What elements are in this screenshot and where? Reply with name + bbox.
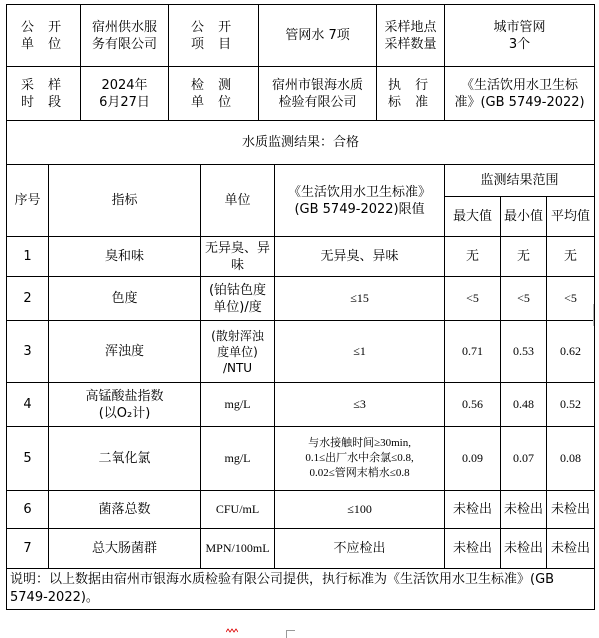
header-unit: 单位 bbox=[201, 165, 275, 237]
row-limit: ≤1 bbox=[275, 321, 445, 383]
row-unit: (铂钴色度 单位)/度 bbox=[201, 277, 275, 321]
standard-label: 执 行 标 准 bbox=[377, 67, 445, 121]
row-limit: 与水接触时间≥30min, 0.1≤出厂水中余氯≤0.8, 0.02≤管网末梢水≤0.8 bbox=[275, 427, 445, 491]
header-min: 最小值 bbox=[501, 197, 547, 237]
test-unit-label: 检 测 单 位 bbox=[169, 67, 259, 121]
row-unit: (散射浑浊 度单位) /NTU bbox=[201, 321, 275, 383]
spellcheck-squiggle-icon bbox=[226, 628, 238, 634]
row-max: 未检出 bbox=[445, 491, 501, 529]
row-max: 未检出 bbox=[445, 529, 501, 569]
row-seq: 1 bbox=[7, 237, 49, 277]
row-max: 0.09 bbox=[445, 427, 501, 491]
row-seq: 4 bbox=[7, 383, 49, 427]
row-avg: 0.08 bbox=[547, 427, 595, 491]
row-max: 0.56 bbox=[445, 383, 501, 427]
row-min: 无 bbox=[501, 237, 547, 277]
header-avg: 平均值 bbox=[547, 197, 595, 237]
row-seq: 2 bbox=[7, 277, 49, 321]
pub-item-value: 管网水 7项 bbox=[259, 5, 377, 67]
table-row bbox=[7, 383, 595, 427]
row-seq: 5 bbox=[7, 427, 49, 491]
header-limit: 《生活饮用水卫生标准》 (GB 5749-2022)限值 bbox=[275, 165, 445, 237]
row-min: 0.07 bbox=[501, 427, 547, 491]
info-row-2 bbox=[7, 67, 595, 121]
row-avg: 0.52 bbox=[547, 383, 595, 427]
row-indicator: 臭和味 bbox=[49, 237, 201, 277]
pub-item-label: 公 开 项 目 bbox=[169, 5, 259, 67]
row-max: 0.71 bbox=[445, 321, 501, 383]
row-seq: 3 bbox=[7, 321, 49, 383]
row-limit: ≤15 bbox=[275, 277, 445, 321]
row-avg: 未检出 bbox=[547, 529, 595, 569]
standard-value: 《生活饮用水卫生标 准》(GB 5749-2022) bbox=[445, 67, 595, 121]
test-unit-value: 宿州市银海水质 检验有限公司 bbox=[259, 67, 377, 121]
header-seq: 序号 bbox=[7, 165, 49, 237]
row-unit: mg/L bbox=[201, 383, 275, 427]
water-quality-report bbox=[6, 4, 594, 610]
row-indicator: 菌落总数 bbox=[49, 491, 201, 529]
table-row bbox=[7, 277, 595, 321]
summary-row bbox=[7, 121, 595, 165]
footnote: 说明：以上数据由宿州市银海水质检验有限公司提供，执行标准为《生活饮用水卫生标准》(GB 5749-2022)。 bbox=[7, 569, 595, 610]
table-row bbox=[7, 321, 595, 383]
row-max: <5 bbox=[445, 277, 501, 321]
sample-location-value: 城市管网 3个 bbox=[445, 5, 595, 67]
row-seq: 6 bbox=[7, 491, 49, 529]
row-min: 0.53 bbox=[501, 321, 547, 383]
row-indicator: 色度 bbox=[49, 277, 201, 321]
row-unit: 无异臭、异 味 bbox=[201, 237, 275, 277]
table-row bbox=[7, 237, 595, 277]
table-row bbox=[7, 529, 595, 569]
row-indicator: 总大肠菌群 bbox=[49, 529, 201, 569]
row-unit: MPN/100mL bbox=[201, 529, 275, 569]
resize-handle-icon[interactable] bbox=[593, 304, 599, 326]
pub-unit-value: 宿州供水服 务有限公司 bbox=[81, 5, 169, 67]
row-limit: 无异臭、异味 bbox=[275, 237, 445, 277]
pub-unit-label: 公 开 单 位 bbox=[7, 5, 81, 67]
report-table bbox=[6, 4, 595, 610]
row-min: <5 bbox=[501, 277, 547, 321]
row-avg: 无 bbox=[547, 237, 595, 277]
sample-location-label: 采样地点 采样数量 bbox=[377, 5, 445, 67]
header-indicator: 指标 bbox=[49, 165, 201, 237]
table-row bbox=[7, 491, 595, 529]
header-max: 最大值 bbox=[445, 197, 501, 237]
row-seq: 7 bbox=[7, 529, 49, 569]
row-min: 未检出 bbox=[501, 529, 547, 569]
row-avg: <5 bbox=[547, 277, 595, 321]
row-unit: CFU/mL bbox=[201, 491, 275, 529]
note-row bbox=[7, 569, 595, 610]
row-avg: 未检出 bbox=[547, 491, 595, 529]
row-indicator: 二氧化氯 bbox=[49, 427, 201, 491]
result-summary: 水质监测结果：合格 bbox=[7, 121, 595, 165]
row-avg: 0.62 bbox=[547, 321, 595, 383]
header-range: 监测结果范围 bbox=[445, 165, 595, 197]
row-limit: ≤3 bbox=[275, 383, 445, 427]
row-indicator: 高锰酸盐指数 (以O₂计) bbox=[49, 383, 201, 427]
sample-time-label: 采 样 时 段 bbox=[7, 67, 81, 121]
row-limit: ≤100 bbox=[275, 491, 445, 529]
sample-time-value: 2024年 6月27日 bbox=[81, 67, 169, 121]
row-unit: mg/L bbox=[201, 427, 275, 491]
row-indicator: 浑浊度 bbox=[49, 321, 201, 383]
row-min: 0.48 bbox=[501, 383, 547, 427]
row-limit: 不应检出 bbox=[275, 529, 445, 569]
header-row-1 bbox=[7, 165, 595, 197]
row-min: 未检出 bbox=[501, 491, 547, 529]
info-row-1 bbox=[7, 5, 595, 67]
table-row bbox=[7, 427, 595, 491]
row-max: 无 bbox=[445, 237, 501, 277]
